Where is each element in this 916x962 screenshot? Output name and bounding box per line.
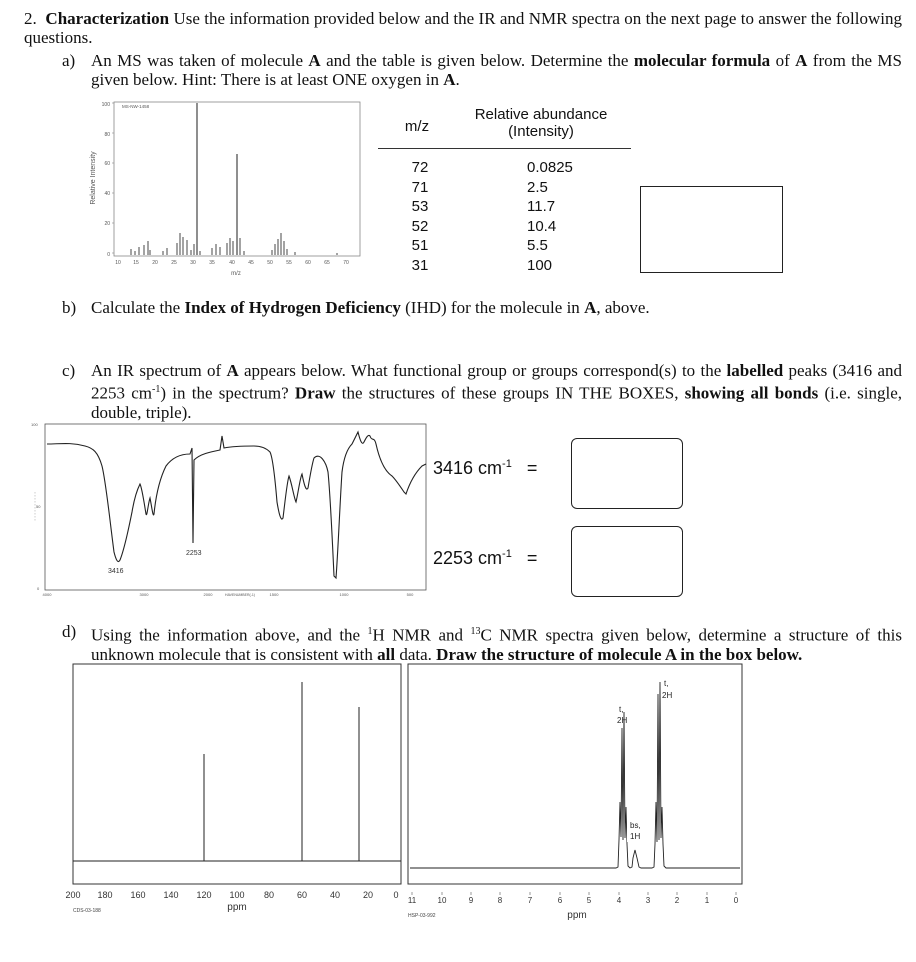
c13-x-ticks <box>65 890 398 900</box>
ir-label-2253-eq: = <box>526 548 538 568</box>
part-c-text-1b: A <box>226 361 239 380</box>
c13-xlabel: ppm <box>227 902 247 913</box>
part-a-text-4b: A <box>443 70 456 89</box>
h1-xtick: 5 <box>586 896 592 905</box>
part-b-text-3: , above. <box>596 298 650 317</box>
part-d-text-3: C NMR spectra given below, determine a structure of this unknown molecule that is consistent with <box>91 625 902 664</box>
part-a-text-1b: A <box>308 51 321 70</box>
part-c-text-3: peaks (3416 and 2253 cm <box>91 361 902 403</box>
c13-xtick: 40 <box>329 890 341 900</box>
table-row: 5.5 <box>527 237 548 254</box>
ir-label-3416-eq: = <box>526 458 538 478</box>
ir-xtick: 4000 <box>42 592 52 597</box>
ms-ytick: 0 <box>107 252 110 258</box>
h1-xtick: 3 <box>645 896 651 905</box>
c13-code: CDS-03-188 <box>73 908 101 914</box>
ir-label-3416-sup: -1 <box>502 458 512 470</box>
part-c-text-3sup: -1 <box>152 384 161 395</box>
part-d-text-1sup: 1 <box>367 626 373 637</box>
ir-xtick: 500 <box>406 592 414 597</box>
part-b-label: b) <box>62 298 77 317</box>
ir-label-3416 <box>433 458 537 479</box>
h1-label-t-2h-a-line1: t, <box>619 705 624 714</box>
ms-xtick: 60 <box>305 260 311 266</box>
part-a-text-1: An MS was taken of molecule <box>91 51 309 70</box>
ms-table-rule <box>378 148 631 149</box>
h1-xtick: 2 <box>674 896 680 905</box>
part-d-text-2: H NMR and <box>372 625 471 645</box>
part-c-label: c) <box>62 361 76 380</box>
h1-tick-marks <box>412 892 736 895</box>
ms-table-header-abundance-1: Relative abundance <box>474 106 608 123</box>
table-row: 10.4 <box>527 217 557 235</box>
ir-xtick: 2000 <box>203 592 213 597</box>
c13-xtick: 140 <box>163 890 179 900</box>
table-row: 51 <box>411 237 429 254</box>
ir-y-bot: 0 <box>37 586 40 591</box>
c13-xtick: 180 <box>97 890 113 900</box>
h1-x-ticks <box>408 896 739 905</box>
c13-xtick: 160 <box>130 890 146 900</box>
part-a-text-2: and the table is given below. Determine the <box>320 51 634 70</box>
question-title: Characterization <box>45 9 170 28</box>
ms-ylabel: Relative Intensity <box>90 151 97 205</box>
ms-ytick: 20 <box>104 221 110 227</box>
ir-label-2253-num: 2253 cm <box>433 548 503 568</box>
ms-xtick: 15 <box>133 260 139 266</box>
part-d-text-1: Using the information above, and the <box>91 625 368 645</box>
ms-xtick: 65 <box>324 260 330 266</box>
part-d-text <box>91 622 902 664</box>
ir-peak-label-2253: 2253 <box>186 550 202 557</box>
h1-nmr-spectrum <box>402 662 748 924</box>
ms-xtick: 55 <box>286 260 292 266</box>
ms-table-header-abundance <box>456 106 626 140</box>
molecular-formula-answer-box[interactable] <box>640 186 783 273</box>
ms-ytick: 60 <box>104 161 110 167</box>
h1-xtick: 8 <box>497 896 503 905</box>
h1-xlabel: ppm <box>567 910 587 921</box>
question-number: 2. <box>24 9 37 28</box>
ms-xtick: 40 <box>229 260 235 266</box>
c13-xtick: 20 <box>362 890 374 900</box>
h1-xtick: 11 <box>407 896 417 905</box>
part-c-text-2b: labelled <box>726 361 784 380</box>
ms-small-title: MS-NW-1458 <box>122 104 150 109</box>
question-2-intro <box>24 9 902 47</box>
h1-xtick: 7 <box>527 896 533 905</box>
mass-spectrum <box>86 98 368 280</box>
h1-xtick: 6 <box>557 896 563 905</box>
table-row: 72 <box>411 159 429 176</box>
table-row: 100 <box>527 256 553 274</box>
ir-3416-answer-box[interactable] <box>571 438 683 509</box>
h1-label-t-2h-b-line2: 2H <box>662 691 673 700</box>
ir-2253-answer-box[interactable] <box>571 526 683 597</box>
c13-xtick: 60 <box>296 890 308 900</box>
ir-xlabel: HAVENUMBER(-1) <box>225 593 255 597</box>
part-a-text-3b: A <box>795 51 808 70</box>
ms-ytick: 80 <box>104 132 110 138</box>
table-row: 52 <box>411 217 429 235</box>
part-c-text-5b: showing all bonds <box>684 383 819 403</box>
table-row: 11.7 <box>527 198 556 215</box>
part-a-text-5: . <box>455 70 460 89</box>
ms-table-abundance-column <box>527 158 627 275</box>
ms-x-ticks <box>115 260 349 266</box>
table-row: 31 <box>411 256 429 274</box>
c13-xtick: 120 <box>196 890 212 900</box>
ir-y-top: 100 <box>31 422 38 427</box>
ms-xtick: 70 <box>343 260 349 266</box>
ir-xtick: 3000 <box>139 592 149 597</box>
part-a-text <box>91 51 902 89</box>
part-a-text-4: from the MS given below. Hint: There is at least ONE oxygen in <box>91 51 902 89</box>
ms-table-header-mz: m/z <box>404 118 430 135</box>
ms-peaks <box>131 103 337 255</box>
part-b-text-2: (IHD) for the molecule in <box>400 298 585 317</box>
c13-xtick: 100 <box>229 890 245 900</box>
ms-xlabel: m/z <box>231 271 241 277</box>
ir-frame <box>45 424 426 590</box>
c13-xtick: 80 <box>263 890 275 900</box>
ms-table <box>378 104 631 276</box>
ms-table-mz-column <box>400 158 440 275</box>
table-row: 2.5 <box>527 178 548 196</box>
c13-xtick: 200 <box>65 890 81 900</box>
ir-label-3416-num: 3416 cm <box>433 458 503 478</box>
h1-xtick: 1 <box>704 896 710 905</box>
table-row: 71 <box>411 178 429 196</box>
part-d-text-3b: all <box>377 644 396 664</box>
ms-xtick: 10 <box>115 260 121 266</box>
h1-xtick: 10 <box>437 896 447 905</box>
h1-code: HSP-03-992 <box>408 913 436 919</box>
part-b-text-1: Calculate the <box>91 298 185 317</box>
part-c-text-4b: Draw <box>294 383 336 403</box>
part-d-label: d) <box>62 622 77 641</box>
part-c-text-4: ) in the spectrum? <box>160 383 295 403</box>
part-d-text-4b: Draw the structure of molecule A in the box below. <box>436 644 803 664</box>
part-c-text-5: the structures of these groups IN THE BOXES, <box>335 383 685 403</box>
h1-label-bs-line1: bs, <box>630 821 641 830</box>
h1-label-bs-line2: 1H <box>630 832 641 841</box>
ms-ytick: 40 <box>104 191 110 197</box>
ms-xtick: 20 <box>152 260 158 266</box>
table-row: 0.0825 <box>527 159 573 176</box>
h1-xtick: 9 <box>468 896 474 905</box>
part-b-text <box>91 298 902 317</box>
ms-xtick: 45 <box>248 260 254 266</box>
part-d-text-4: data. <box>395 644 437 664</box>
part-c-text-1: An IR spectrum of <box>91 361 227 380</box>
ir-trace <box>47 432 426 578</box>
ms-table-header-abundance-2: (Intensity) <box>508 123 574 140</box>
ir-xtick: 1000 <box>339 592 349 597</box>
part-a-label: a) <box>62 51 76 70</box>
ir-label-2253 <box>433 548 537 569</box>
ir-label-2253-sup: -1 <box>502 548 512 560</box>
c13-frame <box>73 664 401 884</box>
ir-y-mid: 50 <box>36 504 41 509</box>
ir-xtick: 1500 <box>269 592 279 597</box>
ms-y-ticks <box>102 102 111 258</box>
question-intro-text: Use the information provided below and the IR and NMR spectra on the next page to answer the following questions. <box>24 9 902 47</box>
ir-spectrum <box>30 422 430 602</box>
part-a-text-3: of <box>770 51 796 70</box>
part-d-text-2sup: 13 <box>470 626 481 637</box>
h1-frame <box>408 664 742 884</box>
c13-nmr-spectrum <box>60 662 404 922</box>
h1-xtick: 4 <box>616 896 622 905</box>
c13-xtick: 0 <box>393 890 399 900</box>
ms-ytick: 100 <box>101 102 110 108</box>
table-row: 53 <box>411 198 429 215</box>
ms-xtick: 50 <box>267 260 273 266</box>
part-b-text-2b: A <box>584 298 597 317</box>
ms-xtick: 30 <box>190 260 196 266</box>
part-c-text-2: appears below. What functional group or groups correspond(s) to the <box>238 361 727 380</box>
part-b-text-1b: Index of Hydrogen Deficiency <box>184 298 401 317</box>
ms-xtick: 35 <box>209 260 215 266</box>
h1-label-t-2h-b-line1: t, <box>664 679 669 688</box>
h1-xtick: 0 <box>733 896 739 905</box>
part-c-text <box>91 361 902 422</box>
ms-xtick: 25 <box>171 260 177 266</box>
part-a-text-2b: molecular formula <box>633 51 771 70</box>
h1-label-t-2h-a-line2: 2H <box>617 716 628 725</box>
ir-peak-label-3416: 3416 <box>108 568 124 575</box>
part-c-text-6: (i.e. single, double, triple). <box>91 383 903 422</box>
